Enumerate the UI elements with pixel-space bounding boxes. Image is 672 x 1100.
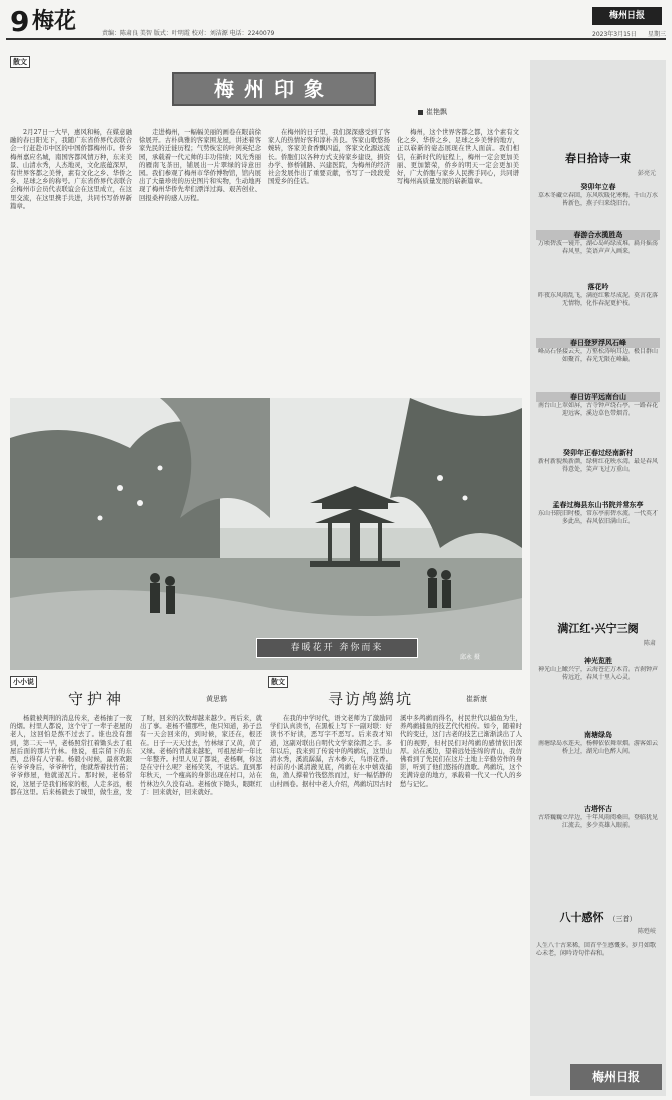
poem2-1-text: 神光山上瞰兴宁，云海苍茫万木青。古刹钟声传远近，春风十里入心灵。 (537, 666, 658, 681)
brand-box (592, 7, 662, 25)
sidebar-bottom-author: 陈甦岐 (637, 928, 656, 935)
poem-4-text: 峰高石怪接云天，万壑松涛响耳边。极目群山如聚首，春光无限在峰巅。 (537, 348, 658, 363)
poem-7-text: 东山书院旧时楼，常东亭前碧水流。一代英才多此出，春风依旧满山丘。 (537, 510, 658, 525)
poem-3-text: 昨夜东风雨乱飞，满庭红紫尽成泥。莫言花落无情物，化作春泥更护枝。 (537, 292, 658, 307)
story-body: 杨毅被判刑的消息传来，老杨抽了一夜的烟。村里人都说，这个守了一辈子老屋的老人，这回怕是熬不过去了。谁也没有想到，第二天一早，老杨照常扛着锄头去了祖屋后面的那片竹林。他说，祖宗留下的东西，总得有人守着。杨毅小时候，最喜欢跟在爷爷身后，爷爷种竹，他就帮着扶竹苗；爷爷修屋，他就递瓦片。那时候，老杨常说，这屋子是我们杨家的根，人走多远，根都在这里。后来杨毅去了城里，做生意，发了财，回来的次数却越来越少。再后来，就出了事。老杨不懂那些，他只知道，孙子总有一天会回来的，到时候，家还在，根还在。日子一天天过去，竹林绿了又黄，黄了又绿。老杨的背越来越驼，可祖屋却一年比一年整齐。村里人见了都说，老杨啊，你这是在守什么呢？老杨笑笑，不说话。直到那年秋天，一个瘦高的身影出现在村口，站在竹林边久久没有动。老杨放下锄头，眼眶红了：回来就好，回来就好。 (10, 714, 262, 796)
poem2-2-title: 南塘绿岛 (584, 731, 612, 739)
poem-6 (536, 448, 660, 498)
article-col-2: 走进梅州，一幅幅美丽的画卷在眼前徐徐展开。古朴典雅的客家围龙屋，讲述着客家先民的迁徙历程；气势恢宏的叶剑英纪念园，承载着一代元帅的丰功伟绩；风光秀丽的雁南飞茶田，铺展出一片翠绿的诗意田园。我们参观了梅州市华侨博物馆，馆内展出了大量珍贵的历史图片和实物，生动地再现了梅州华侨先辈们漂洋过海、艰苦创业、回报桑梓的感人历程。 (139, 128, 261, 202)
poem-2 (536, 230, 660, 280)
sidebar-top-title: 春日拾诗一束 (565, 152, 631, 165)
article-col-3: 在梅州的日子里，我们深深感受到了客家人的热情好客和淳朴善良。客家山歌悠扬婉转，客家美食香飘四溢，客家文化源远流长。侨胞们以各种方式支持家乡建设，捐资办学、修桥铺路、兴建医院，为梅州的经济社会发展作出了重要贡献，书写了一段段爱国爱乡的佳话。 (268, 128, 390, 186)
sidebar (530, 60, 666, 1096)
poem-3 (536, 282, 660, 332)
story-tag: 小小说 (10, 676, 37, 688)
watermark-text: 梅州日报 (591, 1070, 640, 1084)
banner-box (172, 72, 376, 106)
poem-3-title: 落花吟 (587, 283, 609, 291)
poem-2-text: 万顷碧波一镜开，湖心岛屿绿成堆。扁舟摇荡春风里，笑语声声入画来。 (537, 240, 658, 255)
page-header (6, 6, 666, 40)
poem2-2 (536, 730, 660, 804)
poem-2-title: 春游合水揽胜岛 (536, 230, 660, 240)
poem-6-text: 新村新貌焕新颜，绿树红花映水湾。最是春风得意处，笑声飞过万重山。 (537, 458, 658, 473)
poem-5 (536, 392, 660, 442)
poem-1-text: 草木冬藏立春回，东风吹暖化寒梅。千山万水皆新色，燕子归来绕旧台。 (537, 192, 658, 207)
brand-watermark (570, 1064, 662, 1090)
poem-4 (536, 338, 660, 388)
pavilion-scene-image (10, 398, 522, 670)
poem-1 (536, 182, 660, 232)
essay2-body: 在我的中学时代，语文老师为了激励同学们认真读书，在黑板上写下一副对联：好读书不好读，恶写字不恶写。后来我才知道，这副对联出自明代文学家徐渭之手。多年以后，我来到了传说中的鸬鹚坑，这里山清水秀，溪流潺潺，古木参天，鸟语花香。村前的小溪清澈见底，鸬鹚在水中嬉戏捕鱼，渔人撑着竹筏悠然而过，好一幅恬静的山村画卷。据村中老人介绍，鸬鹚坑因古时溪中多鸬鹚而得名，村民世代以捕鱼为生，养鸬鹚捕鱼的技艺代代相传。如今，随着时代的变迁，这门古老的技艺已渐渐淡出了人们的视野，但村民们对鸬鹚的感情依旧深厚。站在溪边，望着远处连绵的青山，我仿佛看到了先民们在这片土地上辛勤劳作的身影，听到了他们悠扬的渔歌。鸬鹚坑，这个充满诗意的地方，承载着一代又一代人的乡愁与记忆。 (270, 714, 522, 788)
poem-5-title: 春日访平远南台山 (536, 392, 660, 402)
header-rule (6, 38, 666, 40)
poem2-2-text: 南塘绿岛水连天，杨柳依依舞翠烟。游客如云桥上过，湖光山色醉人间。 (537, 740, 658, 755)
essay-tag: 散文 (10, 56, 30, 68)
banner-title: 梅州印象 (214, 77, 334, 101)
page-number: 9 (10, 5, 30, 38)
story-title: 守护神 (68, 690, 126, 708)
essay2-title: 寻访鸬鹚坑 (328, 690, 414, 708)
sidebar-bottom-heading (530, 906, 666, 925)
poem-7 (536, 500, 660, 550)
sidebar-middle-author: 陈肃 (643, 640, 656, 647)
essay2-tag: 散文 (268, 676, 288, 688)
photo-credit: 邱永 摄 (460, 654, 480, 661)
article-col-4: 梅州，这个世界客都之都，这个素有文化之乡、华侨之乡、足球之乡美誉的地方，正以崭新的姿态展现在世人面前。我们相信，在新时代的征程上，梅州一定会更加美丽、更加繁荣，侨乡的明天一定会更加美好，广大侨胞与家乡人民携手同心，共同谱写梅州高质量发展的崭新篇章。 (397, 128, 519, 186)
poem-4-title: 春日登罗浮风石峰 (536, 338, 660, 348)
poem-6-title: 癸卯年正春过经南新村 (563, 449, 633, 457)
poem2-3-title: 古塔怀古 (584, 805, 612, 813)
weekday: 星期三 (648, 31, 667, 38)
story-author: 黄思鹤 (206, 695, 227, 703)
section-title: 梅花 (32, 9, 77, 34)
poem2-1-title: 神光览胜 (584, 657, 612, 665)
poem-1-title: 癸卯年立春 (580, 183, 616, 191)
sidebar-middle-title: 满江红·兴宁三阕 (557, 622, 639, 635)
date: 2023年3月15日 (592, 31, 637, 38)
poem2-1 (536, 656, 660, 730)
sidebar-bottom-title: 八十感怀 (559, 911, 604, 924)
sidebar-top-author: 彭亮元 (637, 170, 656, 177)
sidebar-bottom-text: 人生八十古来稀，回首平生感慨多。岁月如歌心未老，闲吟诗句伴春和。 (536, 942, 657, 957)
essay2-author: 崔新康 (466, 695, 487, 703)
poem-7-title: 孟春过梅县东山书院并常东亭 (552, 501, 644, 509)
poem-5-text: 南台山上翠如屏，古寺钟声绕石亭。一路春花迎远客，溪边草色带烟青。 (537, 402, 658, 417)
sidebar-bottom-subtitle: （三首） (608, 915, 637, 923)
photo-caption-box (256, 638, 418, 658)
poem2-3 (536, 804, 660, 878)
brand-name: 梅州日报 (608, 11, 645, 21)
banner-author-icon (418, 110, 423, 115)
article-col-1: 2月27日一大早，惠风和畅，在媒意融融的春日阳光下，我随广东省侨界代表联合会一行赶赴市中区的中国侨都梅州市。侨乡梅州嘉应名城，南国客都风情万种，东来美景、山清水秀，人杰地灵，文化底蕴深厚，有世界客都之美誉，素有文化之乡、华侨之乡、足球之乡的称号。广东省侨界代表联合会梅州市会员代表联谊会在这里成立，在这里交流，在这里携手共进，共同书写侨界新篇章。 (10, 128, 132, 210)
feature-photo (10, 398, 522, 670)
editors-line: 责编：陈肃良 美智 版式：叶明霞 校对：刘洁源 电话：2240079 (102, 30, 275, 37)
photo-caption: 春暖花开 奔你而来 (290, 643, 384, 653)
poem2-3-text: 古塔巍巍立岸边，千年风雨阅桑田。登临犹见江流去，多少英雄入眼前。 (537, 814, 658, 829)
banner-author: 崔艳飘 (426, 108, 447, 116)
